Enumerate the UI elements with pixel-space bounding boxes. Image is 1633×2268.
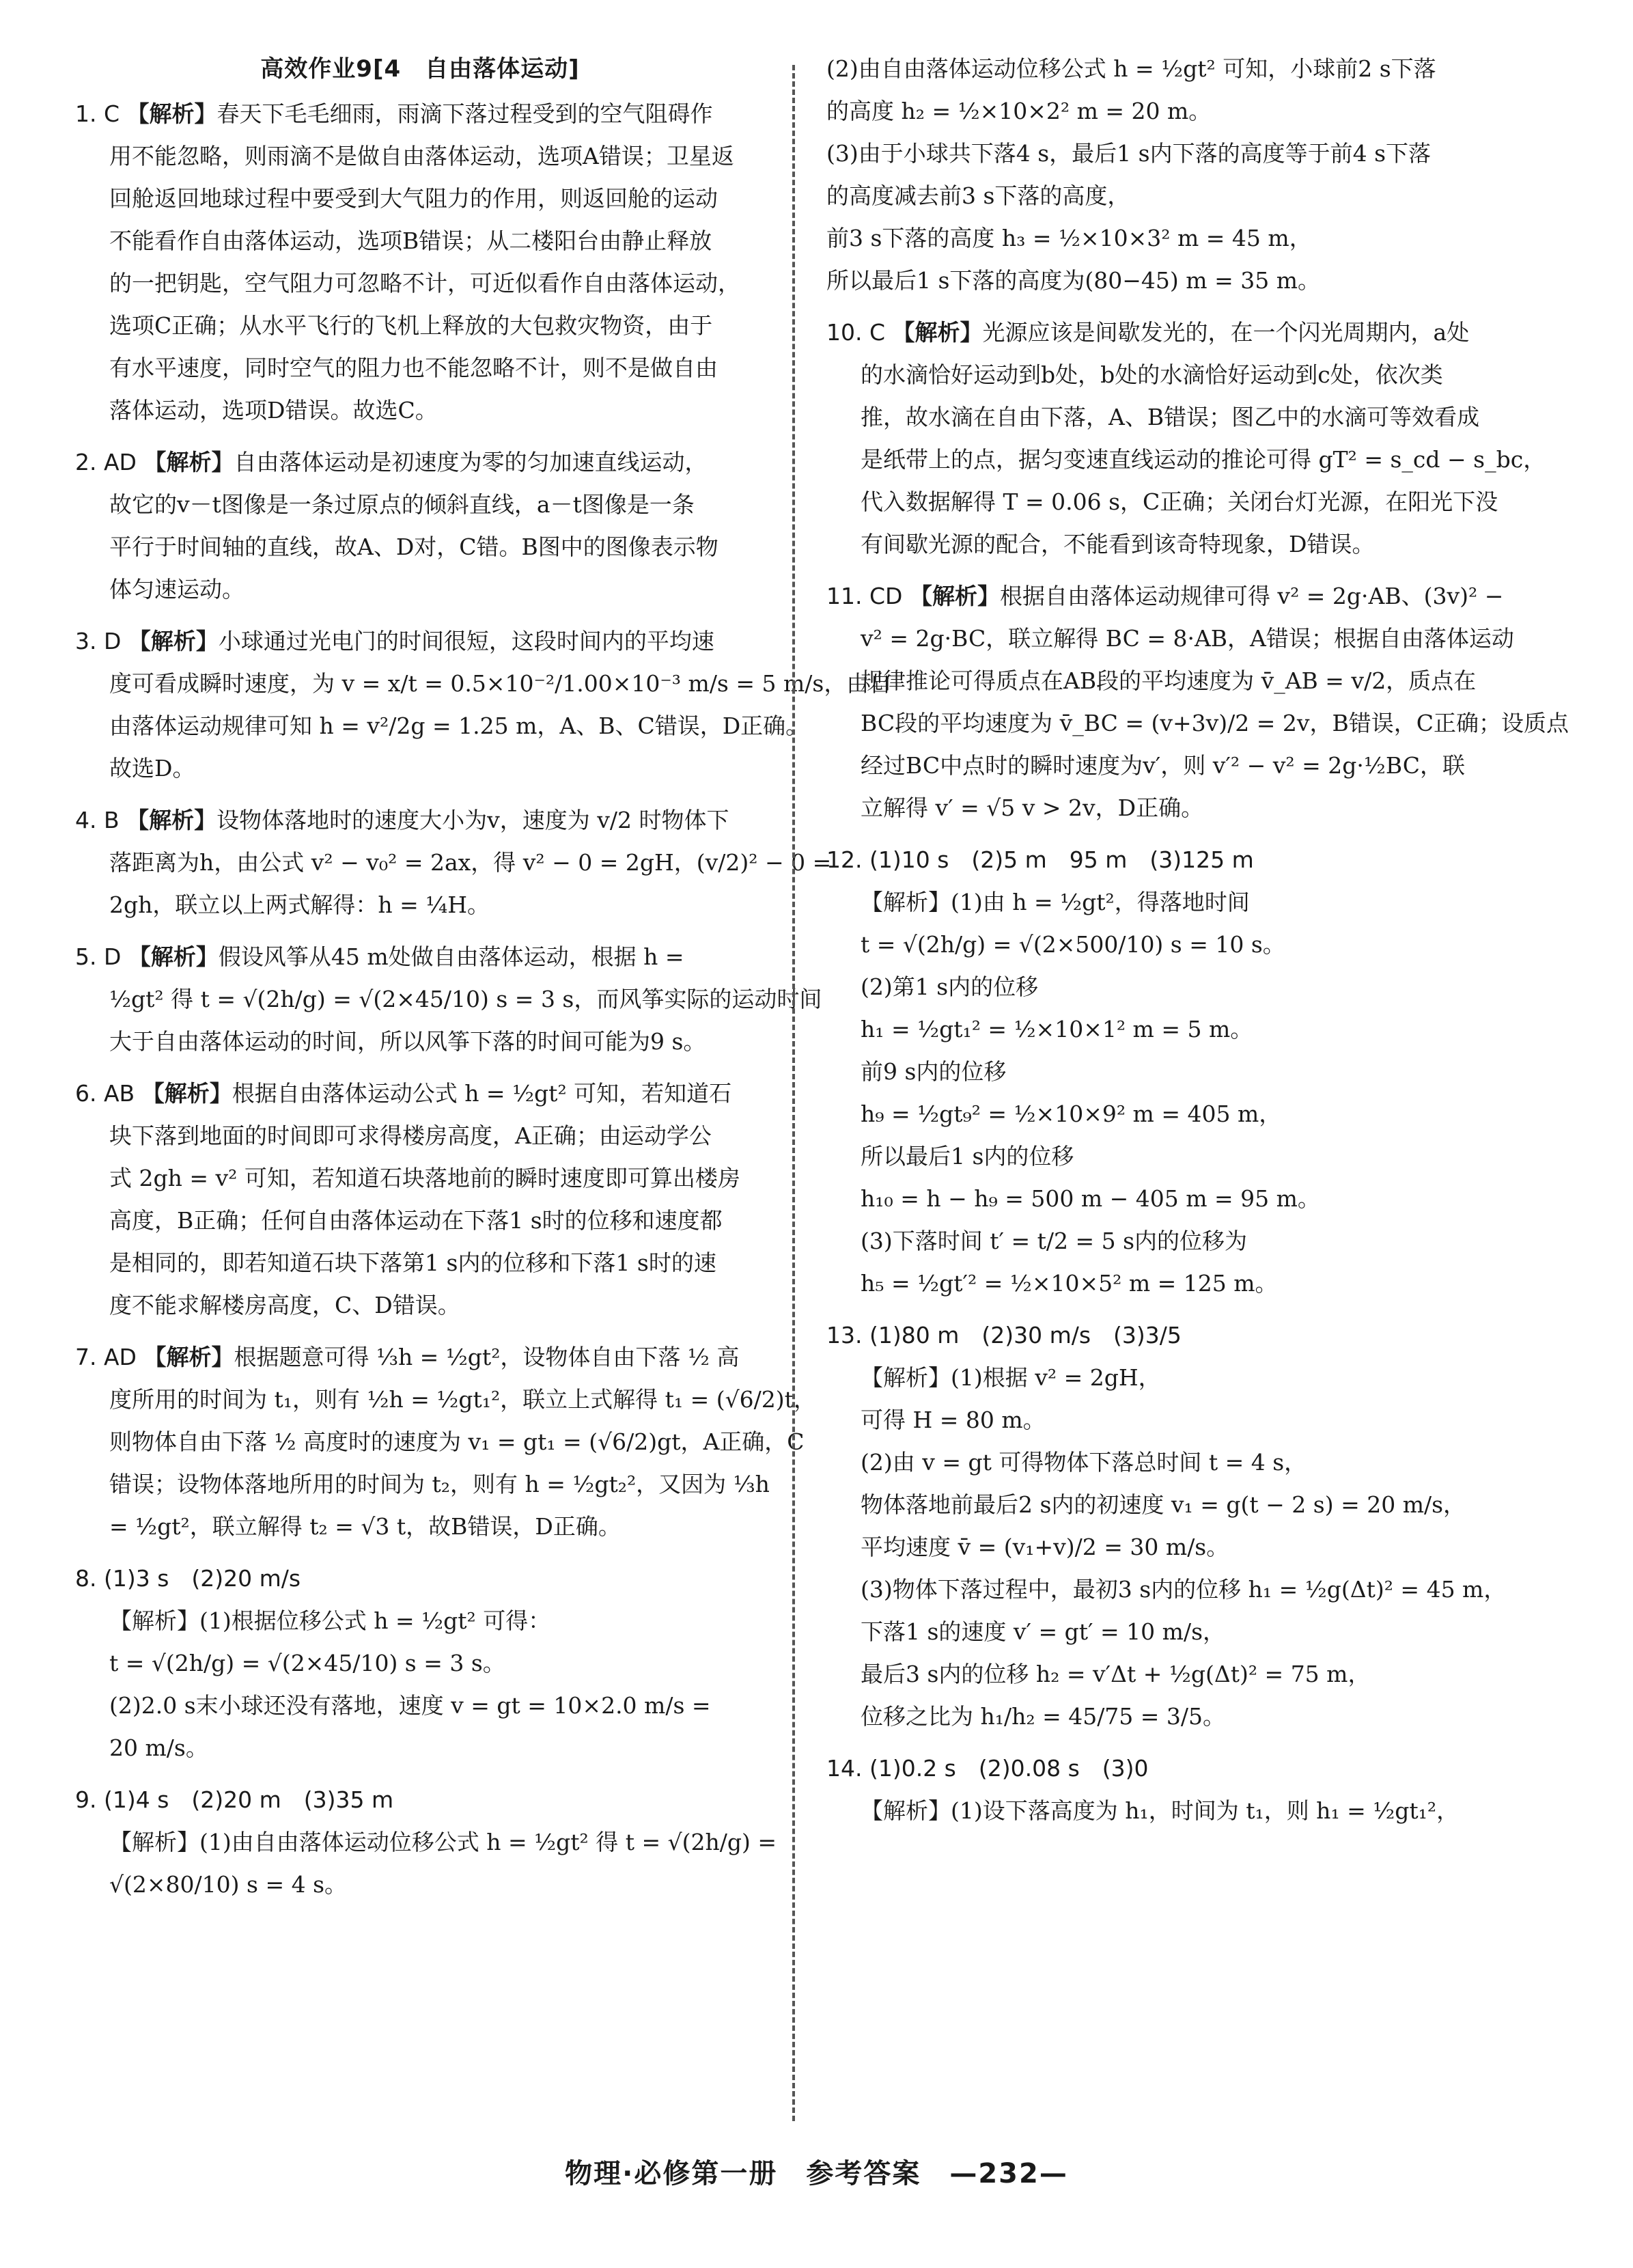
answer-line xyxy=(75,526,765,568)
line-text: (3)物体下落过程中，最初3 s内的位移 h₁ = ½g(Δt)² = 45 m， xyxy=(861,1576,1507,1603)
answer-key: 7. AD xyxy=(75,1344,137,1370)
line-text: 可得 H = 80 m。 xyxy=(861,1407,1046,1433)
answer-key: 14. (1)0.2 s (2)0.08 s (3)0 xyxy=(826,1755,1149,1782)
answer-line xyxy=(826,1262,1550,1305)
answer-key: 9. (1)4 s (2)20 m (3)35 m xyxy=(75,1786,394,1813)
answer-line xyxy=(826,312,1550,354)
answer-line xyxy=(75,936,765,978)
answer-line xyxy=(75,484,765,526)
line-text: BC段的平均速度为 v̄_BC = (v+3v)/2 = 2v，B错误，C正确；设质点 xyxy=(861,710,1569,736)
answer-item xyxy=(826,1747,1550,1832)
line-text: (2)第1 s内的位移 xyxy=(861,973,1039,1000)
answer-line xyxy=(75,705,809,747)
answer-item xyxy=(75,620,892,790)
line-text: 的高度 h₂ = ½×10×2² m = 20 m。 xyxy=(826,98,1212,124)
answer-line xyxy=(826,1220,1550,1262)
line-text: 平均速度 v̄ = (v₁+v)/2 = 30 m/s。 xyxy=(861,1534,1229,1560)
line-text: v² = 2g·BC，联立解得 BC = 8·AB，A错误；根据自由落体运动 xyxy=(861,625,1514,652)
answer-line xyxy=(75,305,765,347)
line-text: 度不能求解楼房高度，C、D错误。 xyxy=(109,1292,460,1318)
answer-line xyxy=(826,1653,1550,1696)
line-text: 的水滴恰好运动到b处，b处的水滴恰好运动到c处，依次类 xyxy=(861,361,1443,388)
answer-key: 6. AB xyxy=(75,1080,135,1107)
line-text: 【解析】(1)设下落高度为 h₁，时间为 t₁，则 h₁ = ½gt₁²， xyxy=(861,1797,1460,1824)
answer-line xyxy=(75,747,765,790)
line-text: 回舱返回地球过程中要受到大气阻力的作用，则返回舱的运动 xyxy=(109,185,718,212)
line-text: 光源应该是间歇发光的，在一个闪光周期内，a处 xyxy=(982,319,1470,346)
answer-line xyxy=(826,1526,1550,1568)
answer-key: 13. (1)80 m (2)30 m/s (3)3/5 xyxy=(826,1322,1182,1349)
answer-line xyxy=(75,1115,765,1157)
line-text: (3)由于小球共下落4 s，最后1 s内下落的高度等于前4 s下落 xyxy=(826,140,1432,167)
line-text: 位移之比为 h₁/h₂ = 45/75 = 3/5。 xyxy=(861,1703,1226,1730)
answer-key: 4. B xyxy=(75,807,120,833)
answer-key: 2. AD xyxy=(75,449,137,475)
line-text: 最后3 s内的位移 h₂ = v′Δt + ½g(Δt)² = 75 m， xyxy=(861,1661,1371,1687)
line-text: t = √(2h/g) = √(2×45/10) s = 3 s。 xyxy=(109,1650,505,1676)
answer-item xyxy=(75,1073,765,1327)
line-text: 不能看作自由落体运动，选项B错误；从二楼阳台由静止释放 xyxy=(109,227,712,254)
answer-line xyxy=(75,1242,765,1284)
analysis-tag: 【解析】 xyxy=(143,1344,234,1370)
answer-line xyxy=(75,1336,765,1379)
answer-item xyxy=(826,575,1569,829)
answer-line xyxy=(826,175,1550,217)
answer-line xyxy=(826,618,1550,660)
answer-key: 8. (1)3 s (2)20 m/s xyxy=(75,1565,301,1592)
line-text: 自由落体运动是初速度为零的匀加速直线运动， xyxy=(234,449,708,475)
answer-item xyxy=(75,441,765,611)
answer-line xyxy=(826,1135,1550,1178)
answer-line xyxy=(75,1642,765,1685)
answer-line xyxy=(826,702,1569,745)
line-text: √(2×80/10) s = 4 s。 xyxy=(109,1871,347,1898)
answer-line xyxy=(75,1779,765,1821)
answer-line xyxy=(75,1379,816,1421)
answer-line xyxy=(826,660,1550,702)
answer-line xyxy=(75,178,765,220)
answer-line xyxy=(75,389,765,432)
line-text: 是相同的，即若知道石块下落第1 s内的位移和下落1 s时的速 xyxy=(109,1249,716,1276)
answer-key: 3. D xyxy=(75,628,122,654)
line-text: 体匀速运动。 xyxy=(109,576,245,603)
line-text: 大于自由落体运动的时间，所以风筝下落的时间可能为9 s。 xyxy=(109,1028,706,1055)
answer-key: 1. C xyxy=(75,100,120,127)
answer-line xyxy=(75,1284,765,1327)
line-text: 根据自由落体运动公式 h = ½gt² 可知，若知道石 xyxy=(232,1080,732,1107)
answer-line xyxy=(826,1611,1550,1653)
answer-item xyxy=(75,1336,816,1548)
answer-item xyxy=(826,48,1550,302)
line-text: 根据自由落体运动规律可得 v² = 2g·AB、(3v)² − xyxy=(999,583,1504,609)
answer-line xyxy=(826,1314,1550,1357)
line-text: 用不能忽略，则雨滴不是做自由落体运动，选项A错误；卫星返 xyxy=(109,143,734,169)
line-text: 前9 s内的位移 xyxy=(861,1058,1007,1085)
answer-line xyxy=(75,1073,765,1115)
answer-line xyxy=(826,260,1550,302)
answer-line xyxy=(826,1357,1550,1399)
analysis-tag: 【解析】 xyxy=(126,100,217,127)
line-text: 的高度减去前3 s下落的高度， xyxy=(826,182,1130,209)
analysis-tag: 【解析】 xyxy=(128,628,219,654)
line-text: 【解析】(1)根据 v² = 2gH， xyxy=(861,1364,1161,1391)
answer-item xyxy=(75,1558,765,1769)
answer-line xyxy=(826,217,1550,260)
answer-line xyxy=(826,966,1550,1008)
answer-key: 5. D xyxy=(75,943,122,970)
line-text: 选项C正确；从水平飞行的飞机上释放的大包救灾物资，由于 xyxy=(109,312,713,339)
analysis-tag: 【解析】 xyxy=(141,1080,232,1107)
answer-line xyxy=(826,745,1550,787)
line-text: 错误；设物体落地所用的时间为 t₂，则有 h = ½gt₂²，又因为 ⅓h xyxy=(109,1471,770,1497)
answer-line xyxy=(826,1790,1550,1832)
answer-item xyxy=(75,1779,777,1906)
answer-line xyxy=(826,354,1550,396)
answer-line xyxy=(75,1558,765,1600)
line-text: 有间歇光源的配合，不能看到该奇特现象，D错误。 xyxy=(861,531,1375,557)
answer-line xyxy=(826,48,1550,90)
line-text: 度所用的时间为 t₁，则有 ½h = ½gt₁²，联立上式解得 t₁ = (√6/2)t， xyxy=(109,1386,816,1413)
line-text: 式 2gh = v² 可知，若知道石块落地前的瞬时速度即可算出楼房 xyxy=(109,1165,740,1191)
answer-line xyxy=(75,1506,765,1548)
line-text: 【解析】(1)由自由落体运动位移公式 h = ½gt² 得 t = √(2h/g) = xyxy=(109,1829,777,1855)
answer-line xyxy=(826,133,1550,175)
answer-item xyxy=(75,799,832,926)
answer-line xyxy=(826,396,1550,439)
line-text: h₅ = ½gt′² = ½×10×5² m = 125 m。 xyxy=(861,1270,1278,1297)
line-text: 的一把钥匙，空气阻力可忽略不计，可近似看作自由落体运动， xyxy=(109,270,740,296)
line-text: 故它的v－t图像是一条过原点的倾斜直线，a－t图像是一条 xyxy=(109,491,695,518)
answer-line xyxy=(826,481,1550,523)
answer-line xyxy=(75,1157,765,1200)
line-text: 【解析】(1)由 h = ½gt²，得落地时间 xyxy=(861,889,1250,915)
answer-line xyxy=(75,1421,805,1463)
line-text: 是纸带上的点，据匀变速直线运动的推论可得 gT² = s_cd − s_bc， xyxy=(861,446,1546,473)
line-text: 平行于时间轴的直线，故A、D对，C错。B图中的图像表示物 xyxy=(109,534,718,560)
analysis-tag: 【解析】 xyxy=(126,807,217,833)
answer-item xyxy=(826,1314,1550,1738)
line-text: 立解得 v′ = √5 v > 2v，D正确。 xyxy=(861,794,1204,821)
line-text: 代入数据解得 T = 0.06 s，C正确；关闭台灯光源，在阳光下没 xyxy=(861,488,1498,515)
line-text: (2)由自由落体运动位移公式 h = ½gt² 可知，小球前2 s下落 xyxy=(826,55,1436,82)
answer-line xyxy=(826,575,1550,618)
line-text: h₁ = ½gt₁² = ½×10×1² m = 5 m。 xyxy=(861,1016,1253,1042)
answer-line xyxy=(826,1484,1550,1526)
analysis-tag: 【解析】 xyxy=(909,583,1000,609)
line-text: 20 m/s。 xyxy=(109,1734,208,1761)
answer-line xyxy=(75,93,765,135)
line-text: 高度，B正确；任何自由落体运动在下落1 s时的位移和速度都 xyxy=(109,1207,723,1234)
answer-line xyxy=(75,978,822,1021)
line-text: t = √(2h/g) = √(2×500/10) s = 10 s。 xyxy=(861,931,1285,958)
answer-line xyxy=(826,1568,1550,1611)
answer-line xyxy=(826,90,1550,133)
answer-line xyxy=(826,881,1550,924)
answer-line xyxy=(826,1696,1550,1738)
line-text: 规律推论可得质点在AB段的平均速度为 v̄_AB = v/2，质点在 xyxy=(861,667,1477,694)
line-text: 经过BC中点时的瞬时速度为v′，则 v′² − v² = 2g·½BC，联 xyxy=(861,752,1465,779)
line-text: 则物体自由下落 ½ 高度时的速度为 v₁ = gt₁ = (√6/2)gt，A正确，C xyxy=(109,1428,805,1455)
answer-line xyxy=(75,663,892,705)
answer-key: 10. C xyxy=(826,319,886,346)
line-text: 【解析】(1)根据位移公式 h = ½gt² 可得： xyxy=(109,1607,551,1634)
page-footer: 物理·必修第一册 参考答案 —232— xyxy=(565,2158,1068,2189)
line-text: 设物体落地时的速度大小为v，速度为 v/2 时物体下 xyxy=(217,807,729,833)
answer-line xyxy=(75,884,765,926)
answer-item xyxy=(75,936,822,1063)
line-text: 块下落到地面的时间即可求得楼房高度，A正确；由运动学公 xyxy=(109,1122,712,1149)
answer-line xyxy=(826,1008,1550,1051)
answer-line xyxy=(75,1864,765,1906)
line-text: 度可看成瞬时速度，为 v = x/t = 0.5×10⁻²/1.00×10⁻³ m/s = 5 m/s，由自 xyxy=(109,670,892,697)
analysis-tag: 【解析】 xyxy=(128,943,219,970)
answer-item xyxy=(826,312,1550,566)
answer-line xyxy=(826,1747,1550,1790)
answer-line xyxy=(826,839,1550,881)
answer-line xyxy=(75,568,765,611)
answer-line xyxy=(75,1685,765,1727)
answer-item xyxy=(75,93,765,432)
answer-line xyxy=(826,1441,1550,1484)
line-text: (2)由 v = gt 可得物体下落总时间 t = 4 s， xyxy=(861,1449,1307,1476)
answer-line xyxy=(826,1399,1550,1441)
answer-line xyxy=(826,439,1550,481)
line-text: 推，故水滴在自由下落，A、B错误；图乙中的水滴可等效看成 xyxy=(861,404,1480,430)
answer-item xyxy=(826,839,1550,1305)
line-text: 假设风筝从45 m处做自由落体运动，根据 h = xyxy=(218,943,684,970)
answer-key: 12. (1)10 s (2)5 m 95 m (3)125 m xyxy=(826,846,1254,873)
section-title: 高效作业9[4 自由落体运动] xyxy=(260,55,580,83)
answer-line xyxy=(75,1600,765,1642)
answer-line xyxy=(75,441,765,484)
answer-key: 11. CD xyxy=(826,583,903,609)
answer-line xyxy=(75,620,765,663)
answer-line xyxy=(75,1727,765,1769)
answer-line xyxy=(75,1200,765,1242)
answer-line xyxy=(75,347,765,389)
answer-line xyxy=(75,1463,770,1506)
right-answer-list xyxy=(826,48,1569,1832)
line-text: = ½gt²，联立解得 t₂ = √3 t，故B错误，D正确。 xyxy=(109,1513,621,1540)
answer-line xyxy=(75,262,765,305)
analysis-tag: 【解析】 xyxy=(143,449,234,475)
line-text: 有水平速度，同时空气的阻力也不能忽略不计，则不是做自由 xyxy=(109,355,718,381)
answer-line xyxy=(75,220,765,262)
line-text: 物体落地前最后2 s内的初速度 v₁ = g(t − 2 s) = 20 m/s， xyxy=(861,1491,1466,1518)
line-text: 所以最后1 s内的位移 xyxy=(861,1143,1074,1170)
line-text: 落体运动，选项D错误。故选C。 xyxy=(109,397,438,424)
answer-line xyxy=(75,1821,777,1864)
answer-line xyxy=(826,1178,1550,1220)
line-text: 春天下毛毛细雨，雨滴下落过程受到的空气阻碍作 xyxy=(217,100,713,127)
line-text: 落距离为h，由公式 v² − v₀² = 2ax，得 v² − 0 = 2gH，(v/2)² − 0 = xyxy=(109,849,832,876)
line-text: 小球通过光电门的时间很短，这段时间内的平均速 xyxy=(218,628,714,654)
line-text: h₉ = ½gt₉² = ½×10×9² m = 405 m， xyxy=(861,1101,1282,1127)
answer-line xyxy=(826,1093,1550,1135)
answer-line xyxy=(75,842,832,884)
analysis-tag: 【解析】 xyxy=(892,319,983,346)
answer-line xyxy=(75,799,765,842)
answer-line xyxy=(826,523,1550,566)
answer-line xyxy=(826,924,1550,966)
answer-line xyxy=(826,787,1550,829)
answer-line xyxy=(826,1051,1550,1093)
line-text: 2gh，联立以上两式解得：h = ¼H。 xyxy=(109,891,490,918)
line-text: ½gt² 得 t = √(2h/g) = √(2×45/10) s = 3 s，而风筝实际的运动时间 xyxy=(109,986,822,1012)
line-text: 由落体运动规律可知 h = v²/2g = 1.25 m，A、B、C错误，D正确。 xyxy=(109,713,809,739)
line-text: 下落1 s的速度 v′ = gt′ = 10 m/s， xyxy=(861,1618,1226,1645)
line-text: (2)2.0 s末小球还没有落地，速度 v = gt = 10×2.0 m/s = xyxy=(109,1692,711,1719)
right-column xyxy=(826,48,1569,1842)
line-text: 所以最后1 s下落的高度为(80−45) m = 35 m。 xyxy=(826,267,1320,294)
line-text: 故选D。 xyxy=(109,755,195,782)
line-text: h₁₀ = h − h₉ = 500 m − 405 m = 95 m。 xyxy=(861,1185,1320,1212)
line-text: 前3 s下落的高度 h₃ = ½×10×3² m = 45 m， xyxy=(826,225,1312,251)
column-divider xyxy=(792,65,795,2121)
answer-line xyxy=(75,1021,765,1063)
answer-line xyxy=(75,135,765,178)
line-text: 根据题意可得 ⅓h = ½gt²，设物体自由下落 ½ 高 xyxy=(234,1344,740,1370)
line-text: (3)下落时间 t′ = t/2 = 5 s内的位移为 xyxy=(861,1228,1248,1254)
